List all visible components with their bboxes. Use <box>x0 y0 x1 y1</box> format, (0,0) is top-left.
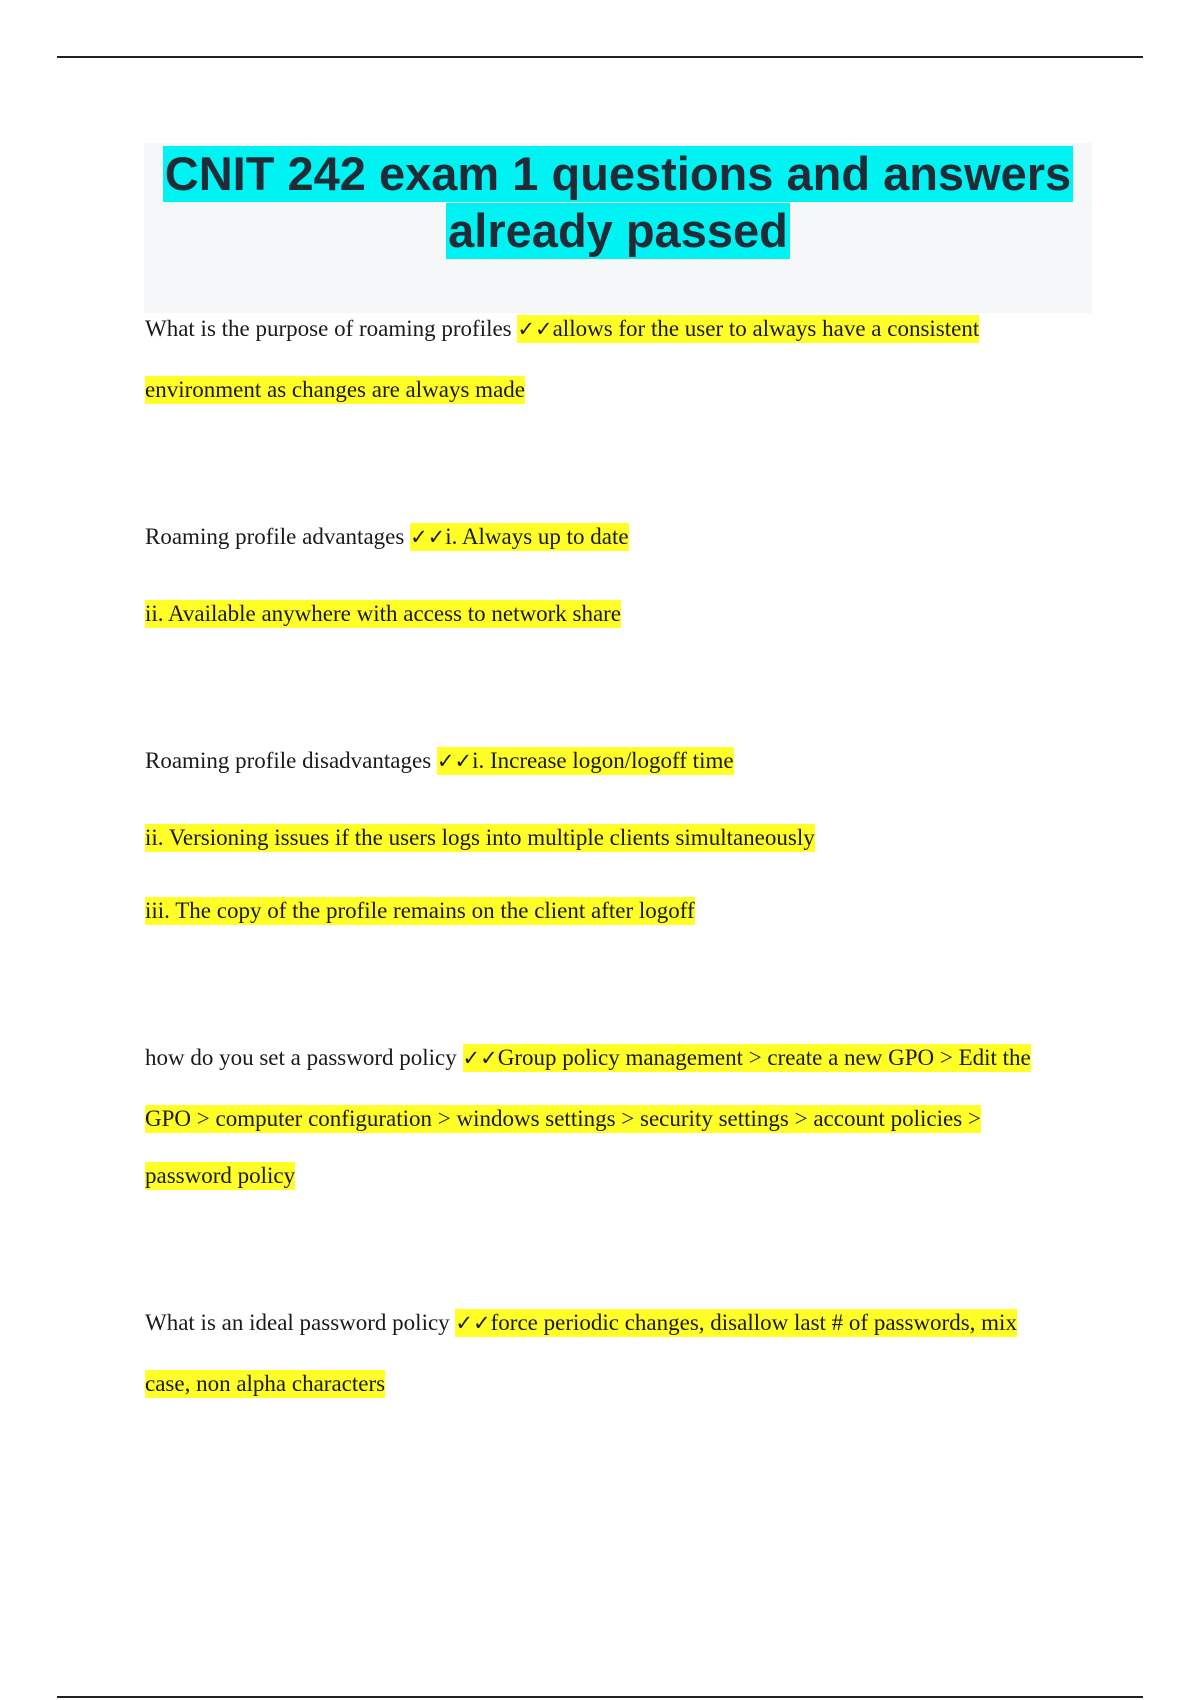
title-line-2-wrap <box>144 203 1092 259</box>
qa-2-line-1 <box>145 522 629 552</box>
double-check-icon: ✓✓ <box>462 1046 498 1070</box>
question-text: Roaming profile disadvantages <box>145 748 437 773</box>
double-check-icon: ✓✓ <box>410 525 446 549</box>
answer-highlight <box>517 315 979 343</box>
qa-5-line-2 <box>145 1369 385 1399</box>
qa-3-line-3 <box>145 896 695 926</box>
qa-1-line-2 <box>145 375 525 405</box>
answer-text: GPO > computer configuration > windows settings > security settings > account policies > <box>145 1106 981 1131</box>
double-check-icon: ✓✓ <box>455 1311 491 1335</box>
double-check-icon: ✓✓ <box>517 317 553 341</box>
question-text: What is an ideal password policy <box>145 1310 456 1335</box>
qa-4-line-1 <box>145 1043 1031 1073</box>
answer-text: password policy <box>145 1163 296 1188</box>
document-title-line-1: CNIT 242 exam 1 questions and answers <box>164 147 1072 200</box>
qa-1-line-1 <box>145 314 979 344</box>
qa-3-line-2 <box>145 823 815 853</box>
document-title-line-2: already passed <box>448 204 788 257</box>
answer-highlight <box>455 1309 1017 1337</box>
answer-text: i. Always up to date <box>445 524 629 549</box>
footer-rule <box>57 1696 1143 1698</box>
answer-text: case, non alpha characters <box>145 1371 386 1396</box>
answer-highlight <box>410 523 629 551</box>
question-text: What is the purpose of roaming profiles <box>145 316 518 341</box>
answer-text: i. Increase logon/logoff time <box>472 748 734 773</box>
answer-highlight <box>463 1044 1031 1072</box>
answer-text: ii. Versioning issues if the users logs into multiple clients simultaneously <box>145 825 815 850</box>
header-rule <box>57 56 1143 58</box>
qa-4-line-3 <box>145 1161 295 1191</box>
answer-text: ii. Available anywhere with access to network share <box>145 601 622 626</box>
answer-text: allows for the user to always have a consistent <box>552 316 980 341</box>
answer-text: environment as changes are always made <box>145 377 525 402</box>
answer-text: Group policy management > create a new GPO > Edit the <box>497 1045 1031 1070</box>
qa-2-line-2 <box>145 599 621 629</box>
question-text: how do you set a password policy <box>145 1045 463 1070</box>
qa-4-line-2 <box>145 1104 981 1134</box>
title-block <box>144 143 1092 313</box>
qa-3-line-1 <box>145 746 734 776</box>
answer-highlight <box>437 747 734 775</box>
qa-5-line-1 <box>145 1308 1017 1338</box>
title-line-1-wrap <box>144 146 1092 202</box>
answer-text: force periodic changes, disallow last # of passwords, mix <box>490 1310 1017 1335</box>
question-text: Roaming profile advantages <box>145 524 411 549</box>
answer-text: iii. The copy of the profile remains on the client after logoff <box>145 898 695 923</box>
double-check-icon: ✓✓ <box>436 749 473 773</box>
